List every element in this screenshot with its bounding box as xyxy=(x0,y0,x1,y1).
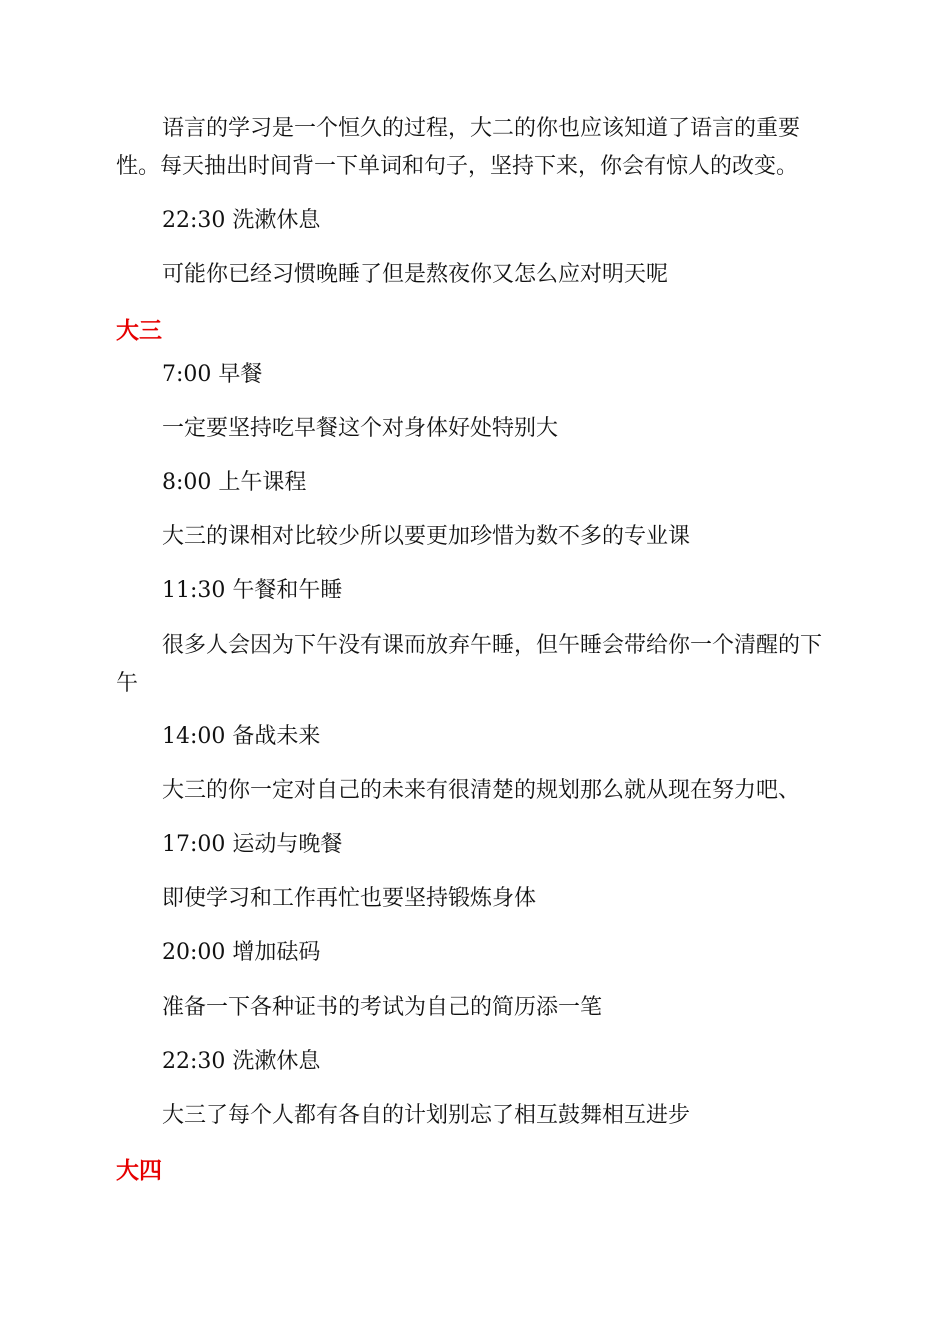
section-heading-senior: 大四 xyxy=(116,1158,162,1184)
paragraph-late-night: 可能你已经习惯晚睡了但是熬夜你又怎么应对明天呢 xyxy=(162,262,669,287)
schedule-time: 11:30 午餐和午睡 xyxy=(162,578,343,603)
paragraph-language-line2: 性。每天抽出时间背一下单词和句子，坚持下来，你会有惊人的改变。 xyxy=(116,154,799,179)
schedule-time: 7:00 早餐 xyxy=(162,362,263,387)
schedule-note: 大三的你一定对自己的未来有很清楚的规划那么就从现在努力吧、 xyxy=(162,778,801,803)
schedule-note: 即使学习和工作再忙也要坚持锻炼身体 xyxy=(162,886,537,911)
schedule-note-continued: 午 xyxy=(116,671,139,696)
schedule-time: 14:00 备战未来 xyxy=(162,724,321,749)
schedule-note: 大三的课相对比较少所以要更加珍惜为数不多的专业课 xyxy=(162,524,691,549)
schedule-note: 准备一下各种证书的考试为自己的简历添一笔 xyxy=(162,995,603,1020)
schedule-time: 22:30 洗漱休息 xyxy=(162,1049,321,1074)
schedule-note: 一定要坚持吃早餐这个对身体好处特别大 xyxy=(162,416,559,441)
schedule-time: 17:00 运动与晚餐 xyxy=(162,832,343,857)
schedule-time-wash: 22:30 洗漱休息 xyxy=(162,208,321,233)
schedule-note: 很多人会因为下午没有课而放弃午睡，但午睡会带给你一个清醒的下 xyxy=(162,633,823,658)
schedule-note: 大三了每个人都有各自的计划别忘了相互鼓舞相互进步 xyxy=(162,1103,691,1128)
paragraph-language-line1: 语言的学习是一个恒久的过程，大二的你也应该知道了语言的重要 xyxy=(162,116,801,141)
section-heading-junior: 大三 xyxy=(116,318,162,344)
schedule-time: 8:00 上午课程 xyxy=(162,470,307,495)
schedule-time: 20:00 增加砝码 xyxy=(162,940,321,965)
